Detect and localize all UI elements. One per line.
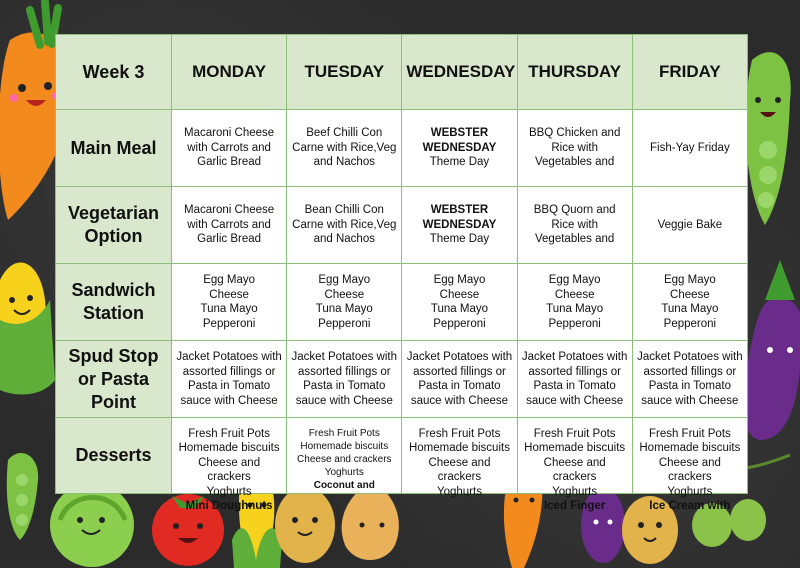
cell-vegetarian-option-monday	[172, 187, 287, 264]
row-label-sandwich-station	[56, 264, 172, 341]
menu-line: sauce with Cheese	[526, 394, 624, 407]
menu-line: assorted fillings or	[182, 365, 276, 378]
menu-line: Mini Doughnuts	[185, 500, 273, 512]
cell-vegetarian-option-wednesday	[402, 187, 517, 264]
menu-line: sauce with Cheese	[641, 394, 739, 407]
cell-main-meal-tuesday	[287, 110, 402, 187]
row-label-text: Desserts	[75, 445, 152, 465]
cell-desserts-friday	[632, 418, 747, 512]
menu-line: Pepperoni	[548, 317, 601, 330]
menu-line: Cheese	[670, 288, 710, 301]
menu-line: Jacket Potatoes with	[406, 351, 513, 363]
menu-line: Egg Mayo	[433, 274, 486, 286]
menu-line: Iced Finger	[543, 500, 606, 512]
menu-line: Pepperoni	[663, 317, 717, 330]
menu-line: Yoghurts	[206, 485, 252, 498]
cell-sandwich-station-wednesday	[402, 264, 517, 341]
menu-line: Fresh Fruit Pots	[188, 427, 270, 440]
row-label-text: Main Meal	[70, 137, 157, 158]
row-label-vegetarian-option	[56, 187, 172, 264]
menu-line: Fresh Fruit Pots	[418, 427, 501, 440]
lunch-menu-table	[55, 34, 748, 512]
peapod-character-icon	[746, 52, 791, 225]
menu-line: Tuna Mayo	[546, 303, 604, 315]
row-label-desserts	[56, 418, 172, 494]
menu-line: Cheese and crackers	[658, 456, 721, 483]
menu-line: WEDNESDAY	[422, 141, 497, 154]
menu-line: Garlic Bread	[197, 233, 262, 246]
row-label-text: Vegetarian Option	[67, 203, 160, 246]
menu-line: Fish-Yay Friday	[650, 141, 730, 154]
menu-line: Pepperoni	[318, 317, 371, 330]
menu-line: Jacket Potatoes with	[637, 351, 743, 363]
menu-line: Egg Mayo	[318, 274, 371, 286]
menu-line: Tuna Mayo	[200, 303, 258, 315]
menu-line: Rice with	[551, 141, 598, 154]
row-vegetarian-option	[56, 187, 748, 264]
menu-line: Pepperoni	[433, 317, 486, 330]
menu-line: Yoghurts	[552, 485, 598, 498]
menu-line: sauce with Cheese	[180, 394, 278, 407]
menu-line: BBQ Chicken and	[528, 127, 621, 140]
cell-sandwich-station-monday	[172, 264, 287, 341]
menu-line: Ice Cream with	[649, 500, 731, 512]
cell-vegetarian-option-tuesday	[287, 187, 402, 264]
menu-line: with Carrots and	[187, 218, 271, 231]
row-sandwich-station	[56, 264, 748, 341]
menu-line: Beef Chilli Con	[306, 127, 383, 140]
menu-line: Pasta in Tomato	[648, 380, 731, 392]
menu-line: Jacket Potatoes with	[521, 351, 628, 363]
menu-line: with Carrots and	[187, 141, 271, 154]
menu-line: Yoghurts	[436, 485, 482, 498]
cell-sandwich-station-tuesday	[287, 264, 402, 341]
eggplant-character-icon	[743, 260, 800, 440]
menu-line: assorted fillings or	[297, 365, 391, 378]
menu-line: Pasta in Tomato	[533, 380, 616, 392]
header-row	[56, 35, 748, 110]
menu-line: Carne with Rice,Veg	[292, 218, 397, 231]
cell-desserts-monday	[172, 418, 287, 512]
menu-line: Yoghurts	[667, 485, 713, 498]
row-label-text: Spud Stop or Pasta Point	[68, 346, 159, 412]
cell-desserts-tuesday	[287, 418, 402, 494]
menu-line: Tuna Mayo	[315, 303, 373, 315]
menu-line: Tuna Mayo	[661, 303, 719, 315]
menu-line: WEBSTER	[430, 127, 489, 140]
menu-line: BBQ Quorn and	[533, 204, 616, 217]
menu-line: Egg Mayo	[663, 274, 716, 286]
menu-line: Veggie Bake	[657, 218, 723, 231]
menu-line: sauce with Cheese	[295, 394, 393, 407]
menu-line: Cheese and crackers	[543, 456, 606, 483]
row-desserts	[56, 418, 748, 494]
menu-line: Cheese	[209, 288, 249, 301]
cell-spud-stop-thursday	[517, 341, 632, 418]
menu-line: Tuna Mayo	[430, 303, 489, 315]
menu-line: Homemade biscuits	[524, 442, 626, 454]
menu-line: Cheese	[324, 288, 365, 301]
menu-line: Vegetables and	[535, 156, 615, 169]
menu-line: WEDNESDAY	[422, 218, 497, 231]
menu-line: Vegetables and	[535, 233, 615, 246]
cell-sandwich-station-thursday	[517, 264, 632, 341]
cell-spud-stop-friday	[632, 341, 747, 418]
menu-line: Macaroni Cheese	[184, 127, 275, 140]
menu-line: Fresh Fruit Pots	[648, 427, 731, 440]
menu-line: Cheese and crackers	[198, 456, 261, 483]
menu-line: Jacket Potatoes with	[291, 351, 398, 363]
cell-main-meal-wednesday	[402, 110, 517, 187]
cell-spud-stop-tuesday	[287, 341, 402, 418]
row-label-main-meal	[56, 110, 172, 187]
menu-line: Pasta in Tomato	[303, 380, 386, 392]
cell-spud-stop-wednesday	[402, 341, 517, 418]
menu-line: Pasta in Tomato	[187, 380, 271, 392]
day-header-monday: MONDAY	[172, 35, 287, 110]
menu-line: assorted fillings or	[413, 365, 506, 378]
menu-line: Macaroni Cheese	[184, 204, 275, 217]
menu-line: assorted fillings or	[643, 365, 737, 378]
day-header-wednesday: WEDNESDAY	[402, 35, 517, 110]
menu-line: and Nachos	[313, 233, 375, 246]
menu-line: Fresh Fruit Pots	[533, 427, 616, 440]
cell-desserts-wednesday	[402, 418, 517, 498]
menu-line: Pasta in Tomato	[418, 380, 501, 392]
menu-line: Jacket Potatoes with	[176, 351, 282, 363]
menu-line: Cheese	[439, 288, 480, 301]
row-main-meal	[56, 110, 748, 187]
peas-character-icon	[7, 453, 38, 540]
day-header-friday: FRIDAY	[632, 35, 747, 110]
menu-line: Homemade biscuits	[300, 440, 389, 452]
menu-line: Theme Day	[429, 156, 490, 169]
cell-vegetarian-option-friday	[632, 187, 747, 264]
cabbage-character-icon	[50, 483, 134, 567]
menu-line: WEBSTER	[430, 204, 489, 217]
menu-line: Fresh Fruit Pots	[308, 427, 380, 439]
menu-line: Egg Mayo	[548, 274, 601, 286]
menu-line: Homemade biscuits	[408, 442, 510, 454]
menu-line: Rice with	[551, 218, 598, 231]
menu-line: Homemade biscuits	[639, 442, 741, 454]
cell-main-meal-friday	[632, 110, 747, 187]
menu-line: Cheese and crackers	[297, 453, 392, 465]
row-label-text: Sandwich Station	[71, 280, 156, 323]
menu-line: Coconut and	[313, 479, 375, 491]
menu-line: sauce with Cheese	[410, 394, 509, 407]
cell-spud-stop-monday	[172, 341, 287, 418]
menu-line: Bean Chilli Con	[304, 204, 384, 217]
menu-line: and Nachos	[313, 156, 375, 169]
cell-vegetarian-option-thursday	[517, 187, 632, 264]
day-header-thursday: THURSDAY	[517, 35, 632, 110]
corn-character-icon	[0, 263, 55, 395]
menu-line: Garlic Bread	[197, 156, 262, 169]
potato-character-icon	[275, 487, 335, 563]
menu-line: Egg Mayo	[203, 274, 255, 286]
menu-line: assorted fillings or	[528, 365, 621, 378]
menu-line: Cheese and crackers	[428, 456, 491, 483]
day-header-tuesday: TUESDAY	[287, 35, 402, 110]
cell-desserts-thursday	[517, 418, 632, 512]
menu-line: Pepperoni	[202, 317, 256, 330]
week-label: Week 3	[56, 35, 172, 110]
cell-main-meal-thursday	[517, 110, 632, 187]
menu-line: Homemade biscuits	[178, 442, 280, 454]
cell-sandwich-station-friday	[632, 264, 747, 341]
menu-line: Cheese	[554, 288, 595, 301]
menu-line: Carne with Rice,Veg	[292, 141, 397, 154]
cell-main-meal-monday	[172, 110, 287, 187]
menu-line: Theme Day	[429, 233, 490, 246]
menu-line: Yoghurts	[324, 466, 364, 478]
row-label-spud-stop	[56, 341, 172, 418]
row-spud-stop	[56, 341, 748, 418]
